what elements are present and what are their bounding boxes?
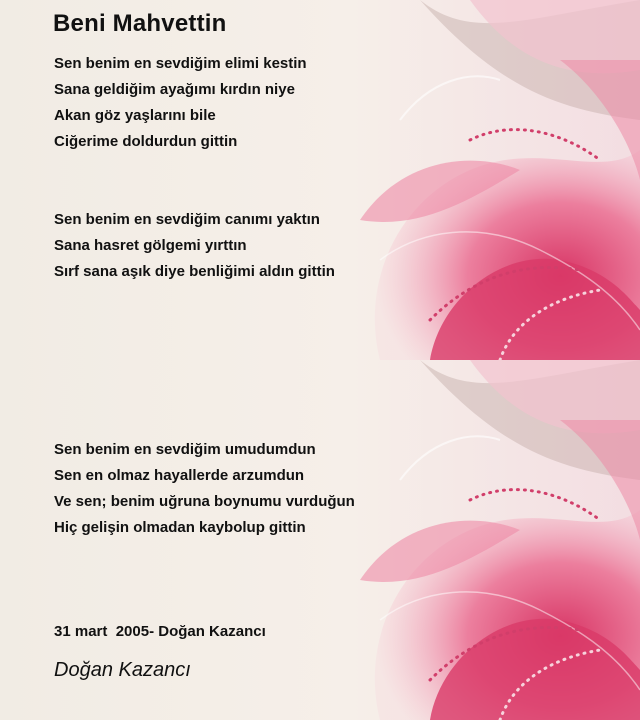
poem-title: Beni Mahvettin (53, 10, 227, 37)
poem-line: Akan göz yaşlarını bile (54, 107, 216, 124)
poem-line: Sana geldiğim ayağımı kırdın niye (54, 81, 295, 98)
poem-line: Sana hasret gölgemi yırttın (54, 237, 247, 254)
poem-stanza-1 (54, 51, 307, 155)
poem-line: Sırf sana aşık diye benliğimi aldın gittin (54, 263, 335, 280)
poem-line: Sen benim en sevdiğim umudumdun (54, 441, 316, 458)
poem-author: Doğan Kazancı (54, 659, 191, 681)
poem-date-line: 31 mart 2005- Doğan Kazancı (54, 623, 266, 640)
poem-line: Hiç gelişin olmadan kaybolup gittin (54, 519, 306, 536)
poem-stanza-2 (54, 207, 335, 285)
poem-line: Ve sen; benim uğruna boynumu vurduğun (54, 493, 355, 510)
poem-stanza-3 (54, 437, 355, 541)
poem-line: Sen benim en sevdiğim canımı yaktın (54, 211, 320, 228)
poem-line: Sen benim en sevdiğim elimi kestin (54, 55, 307, 72)
poem-line: Ciğerime doldurdun gittin (54, 133, 238, 150)
poem-line: Sen en olmaz hayallerde arzumdun (54, 467, 305, 484)
